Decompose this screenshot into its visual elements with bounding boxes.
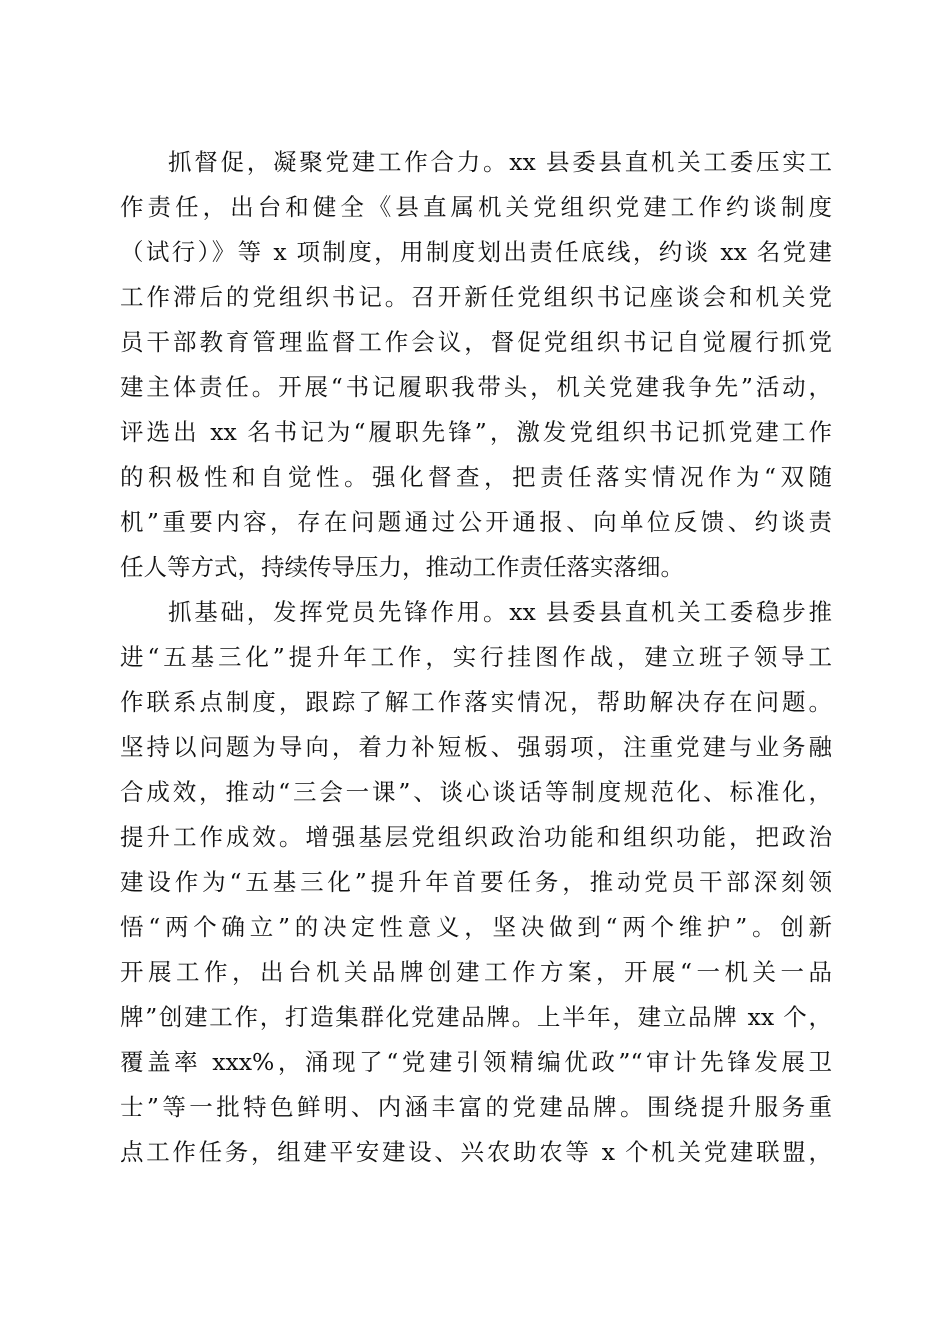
paragraph-2-line-5: 合成效，推动“三会一课”、谈心谈话等制度规范化、标准化， xyxy=(120,778,832,806)
paragraph-2-line-13: 点工作任务，组建平安建设、兴农助农等 x 个机关党建联盟， xyxy=(120,1138,832,1166)
paragraph-2-line-3: 作联系点制度，跟踪了解工作落实情况，帮助解决存在问题。 xyxy=(120,688,832,716)
paragraph-2-line-9: 开展工作，出台机关品牌创建工作方案，开展“一机关一品 xyxy=(120,958,832,986)
paragraph-1-line-9: 机”重要内容，存在问题通过公开通报、向单位反馈、约谈责 xyxy=(120,508,832,536)
paragraph-1-line-5: 员干部教育管理监督工作会议，督促党组织书记自觉履行抓党 xyxy=(120,328,832,356)
paragraph-2-line-8: 悟“两个确立”的决定性意义，坚决做到“两个维护”。创新 xyxy=(120,913,832,941)
paragraph-2-line-10: 牌”创建工作，打造集群化党建品牌。上半年，建立品牌 xx 个， xyxy=(120,1003,832,1031)
paragraph-2-line-12: 士”等一批特色鲜明、内涵丰富的党建品牌。围绕提升服务重 xyxy=(120,1093,832,1121)
paragraph-2-line-4: 坚持以问题为导向，着力补短板、强弱项，注重党建与业务融 xyxy=(120,733,832,761)
paragraph-1-line-10: 任人等方式，持续传导压力，推动工作责任落实落细。 xyxy=(120,553,684,581)
paragraph-1-line-4: 工作滞后的党组织书记。召开新任党组织书记座谈会和机关党 xyxy=(120,283,832,311)
paragraph-1-line-3: （试行）》等 x 项制度，用制度划出责任底线，约谈 xx 名党建 xyxy=(120,238,832,266)
paragraph-2-line-2: 进“五基三化”提升年工作，实行挂图作战，建立班子领导工 xyxy=(120,643,832,671)
paragraph-1-line-2: 作责任，出台和健全《县直属机关党组织党建工作约谈制度 xyxy=(120,193,832,221)
paragraph-1-line-7: 评选出 xx 名书记为“履职先锋”，激发党组织书记抓党建工作 xyxy=(120,418,832,446)
paragraph-2-line-7: 建设作为“五基三化”提升年首要任务，推动党员干部深刻领 xyxy=(120,868,832,896)
paragraph-2-line-11: 覆盖率 xxx%，涌现了“党建引领精编优政”“审计先锋发展卫 xyxy=(120,1048,832,1076)
paragraph-1-line-1: 抓督促，凝聚党建工作合力。xx 县委县直机关工委压实工 xyxy=(168,148,832,176)
paragraph-2-line-6: 提升工作成效。增强基层党组织政治功能和组织功能，把政治 xyxy=(120,823,832,851)
paragraph-2-line-1: 抓基础，发挥党员先锋作用。xx 县委县直机关工委稳步推 xyxy=(168,598,832,626)
paragraph-1-line-8: 的积极性和自觉性。强化督查，把责任落实情况作为“双随 xyxy=(120,463,832,491)
paragraph-1-line-6: 建主体责任。开展“书记履职我带头，机关党建我争先”活动， xyxy=(120,373,832,401)
